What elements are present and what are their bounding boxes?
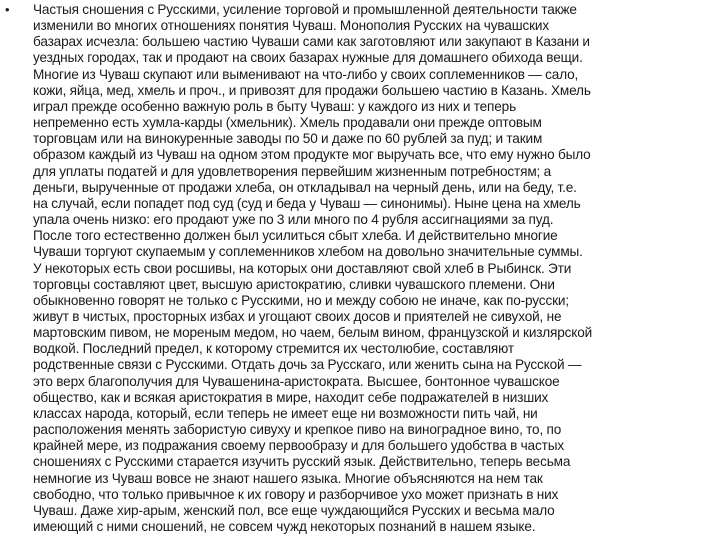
text-line: крайней мере, из подражания своему первообразу и для большего удобства в частых <box>33 438 564 454</box>
text-line: После того естественно должен был усилиться сбыт хлеба. И действительно многие <box>33 228 558 244</box>
text-line: Чуваш. Даже хир-арым, женский пол, все еще чуждающийся Русских и весьма мало <box>33 502 555 518</box>
text-line: для уплаты податей и для удовлетворения первейшим жизненным потребностям; а <box>33 163 552 179</box>
text-line: имеющий с ними сношений, не совсем чужд некоторых познаний в нашем языке. <box>33 519 536 534</box>
text-line: Частыя сношения с Русскими, усиление торговой и промышленной деятельности также <box>33 2 577 17</box>
body-paragraph <box>33 2 701 535</box>
text-line: деньги, вырученные от продажи хлеба, он откладывал на черный день, или на беду, т.е. <box>33 179 577 195</box>
text-line: Многие из Чуваш скупают или выменивают на что-либо у своих соплеменников — сало, <box>33 66 579 82</box>
text-line: кожи, яйца, мед, хмель и проч., и привозят для продажи большею частию в Казань. Хмель <box>33 82 591 98</box>
text-line: на случай, если попадет под суд (суд и беда у Чуваш — синонимы). Ныне цена на хмель <box>33 195 581 211</box>
text-line: это верх благополучия для Чувашенина-аристократа. Высшее, бонтонное чувашское <box>33 373 560 389</box>
text-line: Чуваши торгуют скупаемым у соплеменников хлебом на довольно значительные суммы. <box>33 244 583 260</box>
text-line: живут в чистых, просторных избах и угощают своих досов и приятелей не сивухой, не <box>33 308 562 324</box>
text-line: немногие из Чуваш вовсе не знают нашего языка. Многие объясняются на нем так <box>33 470 543 486</box>
bullet-marker: • <box>5 2 10 17</box>
text-line: играл прежде особенно важную роль в быту Чуваш: у каждого из них и теперь <box>33 98 517 114</box>
text-line: свободно, что только привычное к их говору и разборчивое ухо может признать в них <box>33 486 559 502</box>
text-line: торговцам или на винокуренные заводы по 50 и даже по 60 рублей за пуд; и таким <box>33 131 543 147</box>
text-line: У некоторых есть свои росшивы, на которых они доставляют свой хлеб в Рыбинск. Эти <box>33 260 572 276</box>
text-line: упала очень низко: его продают уже по 3 или много по 4 рубля ассигнациями за пуд. <box>33 212 554 228</box>
text-line: мартовским пивом, не мореным медом, но чаем, белым вином, французской и кизлярской <box>33 325 593 341</box>
text-line: изменили во многих отношениях понятия Чуваш. Монополия Русских на чувашских <box>33 18 549 34</box>
text-line: непременно есть хумла-карды (хмельник). Хмель продавали они прежде оптовым <box>33 115 542 131</box>
text-line: классах народа, который, если теперь не имеет еще ни возможности пить чай, ни <box>33 405 538 421</box>
text-line: торговцы составляют цвет, высшую аристократию, сливки чувашского племени. Они <box>33 276 555 292</box>
text-line: базарах исчезла: большею частию Чуваши сами как заготовляют или закупают в Казани и <box>33 34 590 50</box>
text-line: родственные связи с Русскими. Отдать дочь за Русскаго, или женить сына на Русской — <box>33 357 582 373</box>
text-line: сношениях с Русскими старается изучить русский язык. Действительно, теперь весьма <box>33 454 571 470</box>
text-line: образом каждый из Чуваш на одном этом продукте мог выручать все, что ему нужно было <box>33 147 591 163</box>
text-line: расположения менять забористую сивуху и крепкое пиво на виноградное вино, то, по <box>33 422 562 438</box>
text-line: обыкновенно говорят не только с Русскими, но и между собою не иначе, как по-русски; <box>33 292 569 308</box>
text-line: общество, как и всякая аристократия в мире, находит себе подражателей в низших <box>33 389 549 405</box>
text-line: уездных городах, так и продают на своих базарах нужные для домашнего обихода вещи. <box>33 50 583 66</box>
text-line: водкой. Последний предел, к которому стремится их честолюбие, составляют <box>33 341 514 357</box>
